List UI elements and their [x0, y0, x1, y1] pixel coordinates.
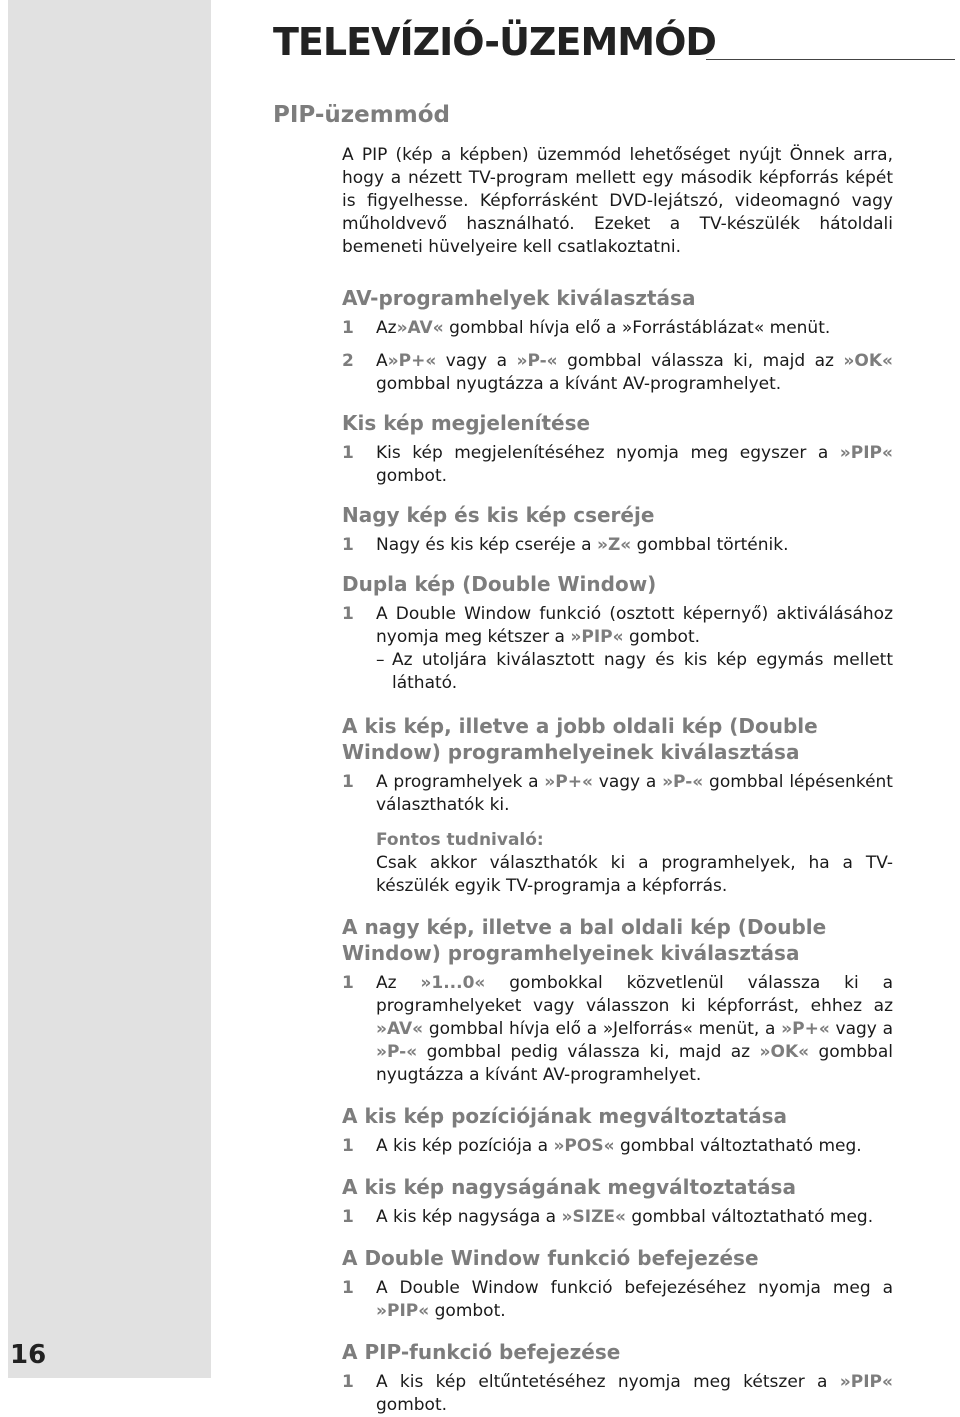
step-number: 1 — [342, 1207, 354, 1227]
step-number: 1 — [342, 318, 354, 338]
step-item — [342, 1206, 893, 1229]
step-text-part: gombot. — [623, 627, 701, 647]
key-label: »AV« — [396, 318, 444, 338]
step-item — [342, 603, 893, 649]
step-text-part: gombbal hívja elő a »Jelforrás« menüt, a — [423, 1019, 782, 1039]
key-label: »PIP« — [839, 1372, 893, 1392]
step-item — [342, 1277, 893, 1323]
step-item — [342, 442, 893, 488]
intro-paragraph: A PIP (kép a képben) üzemmód lehetőséget nyújt Önnek arra, hogy a nézett TV-program mellett egy második képforrás képét is figyelhesse. Képforrásként DVD-lejátszó, videomagnó vagy műholdvevő használható. Ezeket a TV-készülék hátoldali bemeneti hüvelyeire kell csatlakoztatni. — [342, 145, 893, 257]
step-number: 1 — [342, 1136, 354, 1156]
step-text-part: Az — [376, 318, 397, 338]
heading-nagy-kep-programhelyek: A nagy kép, illetve a bal oldali kép (Double Window) programhelyeinek kiválasztása — [342, 915, 827, 965]
step-item — [342, 972, 893, 1087]
step-number: 1 — [342, 1372, 354, 1392]
key-label: »P+« — [387, 351, 437, 371]
dash-item — [376, 649, 893, 695]
step-text-part: Kis kép megjelenítéséhez nyomja meg egyszer a — [376, 443, 840, 463]
dash-text: Az utoljára kiválasztott nagy és kis kép egymás mellett látható. — [392, 650, 893, 693]
key-label: »P-« — [516, 351, 558, 371]
key-label: »Z« — [596, 535, 632, 555]
step-text-part: Az — [376, 973, 421, 993]
step-text — [376, 972, 893, 1087]
step-text — [376, 534, 893, 557]
key-label: »OK« — [843, 351, 893, 371]
step-item — [342, 350, 893, 396]
step-number: 1 — [342, 1278, 354, 1298]
step-text-part: gombbal változtatható meg. — [626, 1207, 874, 1227]
note-text: Csak akkor választhatók ki a programhelyek, ha a TV-készülék egyik TV-programja a képforrás. — [376, 853, 893, 896]
heading-double-window-befejezes: A Double Window funkció befejezése — [342, 1246, 759, 1270]
step-text-part: gombbal nyugtázza a kívánt AV-programhelyet. — [376, 1042, 893, 1085]
step-number: 2 — [342, 351, 354, 371]
title-rule — [706, 59, 955, 60]
step-number: 1 — [342, 772, 354, 792]
step-text-part: gombot. — [376, 1395, 448, 1415]
step-text — [376, 603, 893, 649]
step-text — [376, 1371, 893, 1417]
step-text-part: A kis kép nagysága a — [376, 1207, 562, 1227]
step-text-part: gombbal nyugtázza a kívánt AV-programhelyet. — [376, 374, 782, 394]
key-label: »P-« — [376, 1042, 418, 1062]
step-number: 1 — [342, 604, 354, 624]
heading-nagysag: A kis kép nagyságának megváltoztatása — [342, 1175, 796, 1199]
key-label: »1...0« — [420, 973, 486, 993]
key-label: »AV« — [376, 1019, 424, 1039]
step-text-part: vagy a — [592, 772, 663, 792]
step-text-part: gombbal történik. — [631, 535, 789, 555]
note-heading: Fontos tudnivaló: — [376, 830, 544, 850]
section-title: PIP-üzemmód — [273, 102, 450, 128]
step-number: 1 — [342, 973, 354, 993]
heading-dupla-kep: Dupla kép (Double Window) — [342, 572, 657, 596]
key-label: »P+« — [781, 1019, 830, 1039]
step-text — [376, 350, 893, 396]
key-label: »PIP« — [570, 627, 624, 647]
step-item — [342, 317, 893, 340]
step-text-part: gombot. — [376, 466, 448, 486]
step-text-part: A Double Window funkció befejezéséhez nyomja meg a — [376, 1278, 893, 1298]
step-text-part: gombbal hívja elő a »Forrástáblázat« menüt. — [443, 318, 831, 338]
step-item — [342, 771, 893, 817]
step-text-part: gombbal válassza ki, majd az — [557, 351, 844, 371]
step-text-part: gombbal változtatható meg. — [614, 1136, 862, 1156]
key-label: »PIP« — [376, 1301, 430, 1321]
step-item — [342, 1135, 893, 1158]
key-label: »SIZE« — [561, 1207, 626, 1227]
step-text-part: gombot. — [429, 1301, 506, 1321]
page-number: 16 — [10, 1340, 47, 1370]
key-label: »P+« — [544, 772, 593, 792]
step-text-part: A — [376, 351, 388, 371]
heading-kep-csere: Nagy kép és kis kép cseréje — [342, 503, 655, 527]
step-text-part: vagy a — [436, 351, 517, 371]
step-text-part: gombokkal közvetlenül válassza ki a programhelyeket vagy válasszon ki képforrást, ehhez az — [376, 973, 893, 1016]
step-text-part: A kis kép pozíciója a — [376, 1136, 554, 1156]
step-text — [376, 1135, 893, 1158]
step-item — [342, 534, 893, 557]
heading-pozicio: A kis kép pozíciójának megváltoztatása — [342, 1104, 787, 1128]
heading-kis-kep: Kis kép megjelenítése — [342, 411, 591, 435]
key-label: »P-« — [662, 772, 704, 792]
key-label: »PIP« — [839, 443, 893, 463]
heading-pip-befejezes: A PIP-funkció befejezése — [342, 1340, 621, 1364]
page-sidebar — [8, 0, 211, 1378]
step-text-part: A programhelyek a — [376, 772, 545, 792]
note-block — [376, 829, 893, 898]
step-text-part: vagy a — [829, 1019, 893, 1039]
step-text — [376, 442, 893, 488]
step-text-part: Nagy és kis kép cseréje a — [376, 535, 597, 555]
content-column — [342, 144, 893, 1417]
step-text-part: A kis kép eltűntetéséhez nyomja meg kétszer a — [376, 1372, 840, 1392]
key-label: »OK« — [759, 1042, 810, 1062]
step-text-part: gombbal lépésenként választhatók ki. — [376, 772, 893, 815]
page-title: TELEVÍZIÓ-ÜZEMMÓD — [273, 20, 716, 64]
step-text-part: gombbal pedig válassza ki, majd az — [417, 1042, 760, 1062]
step-text — [376, 771, 893, 817]
dash-mark: – — [376, 650, 385, 670]
key-label: »POS« — [553, 1136, 615, 1156]
step-text — [376, 317, 893, 340]
step-number: 1 — [342, 535, 354, 555]
heading-av-programhelyek: AV-programhelyek kiválasztása — [342, 286, 696, 310]
step-item — [342, 1371, 893, 1417]
step-text — [376, 1277, 893, 1323]
step-number: 1 — [342, 443, 354, 463]
step-text — [376, 1206, 893, 1229]
step-text-part: A Double Window funkció (osztott képernyő) aktiválásához nyomja meg kétszer a — [376, 604, 893, 647]
heading-kis-kep-programhelyek: A kis kép, illetve a jobb oldali kép (Double Window) programhelyeinek kiválasztása — [342, 714, 818, 764]
